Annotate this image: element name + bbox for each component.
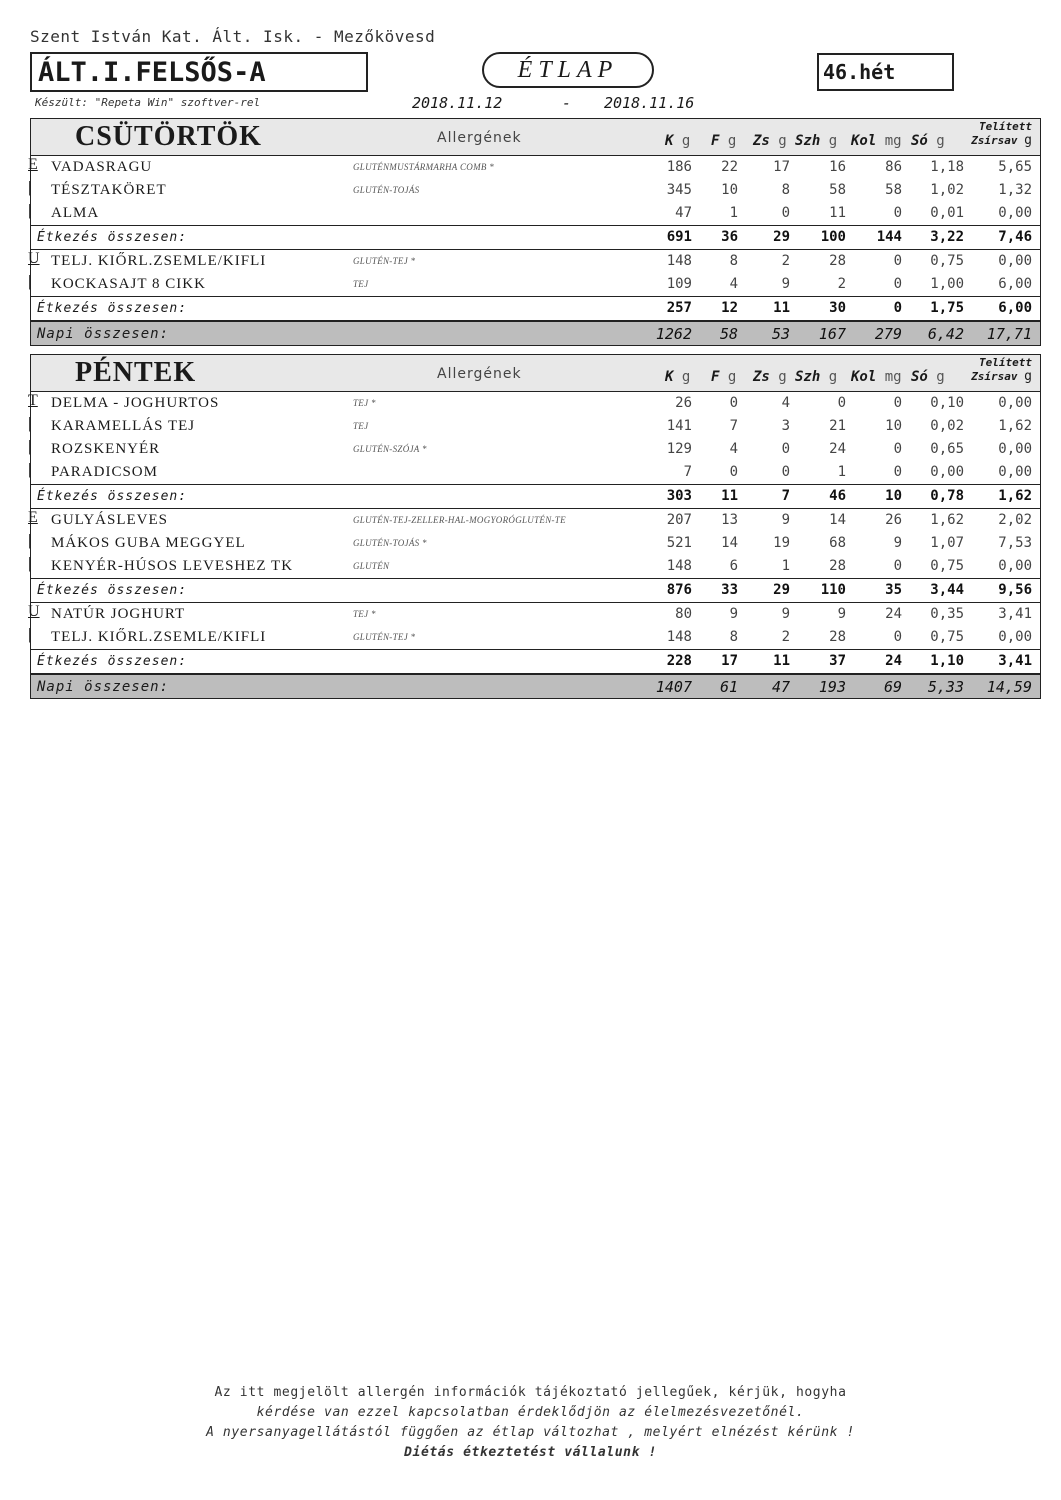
meal-total-value-4: 110 xyxy=(820,582,846,598)
daily-total-value-4: 167 xyxy=(818,325,846,343)
meal-total-row xyxy=(31,225,1040,250)
meal-total-value-6: 1,75 xyxy=(930,300,964,316)
meal-total-value-3: 29 xyxy=(773,229,790,245)
menu-item-name: DELMA - JOGHURTOS xyxy=(51,395,220,411)
footer-line-1: Az itt megjelölt allergén információk tájékoztató jellegűek, kérjük, hogyha xyxy=(214,1385,847,1400)
menu-item-value-4: 28 xyxy=(829,558,846,574)
menu-item-allergens: TEJ xyxy=(353,421,369,431)
menu-item-name: MÁKOS GUBA MEGGYEL xyxy=(51,535,246,551)
menu-item-value-5: 0 xyxy=(893,441,902,457)
column-label: Kol xyxy=(851,369,877,385)
meal-type-mark: E xyxy=(28,509,38,526)
menu-item-value-5: 24 xyxy=(885,606,902,622)
fatty-acid-text: Zsírsav xyxy=(971,134,1018,147)
meal-total-value-2: 36 xyxy=(721,229,738,245)
menu-item-allergens: GLUTÉN xyxy=(353,561,390,571)
meal-type-mark: | xyxy=(28,461,32,478)
menu-item-value-3: 2 xyxy=(781,253,790,269)
menu-item-value-1: 345 xyxy=(666,182,692,198)
menu-item-name: PARADICSOM xyxy=(51,464,158,480)
menu-item-value-5: 0 xyxy=(893,629,902,645)
column-label: F xyxy=(711,369,720,385)
column-header-kol xyxy=(851,369,902,385)
menu-item-value-3: 9 xyxy=(781,276,790,292)
menu-item-value-4: 28 xyxy=(829,629,846,645)
meal-total-value-4: 100 xyxy=(820,229,846,245)
menu-item-value-7: 0,00 xyxy=(998,395,1032,411)
meal-total-value-6: 1,10 xyxy=(930,653,964,669)
menu-item-value-1: 141 xyxy=(666,418,692,434)
menu-item-allergens: GLUTÉNMUSTÁRMARHA COMB * xyxy=(353,162,495,172)
menu-item-row xyxy=(28,392,1040,415)
menu-item-name: VADASRAGU xyxy=(51,159,153,175)
meal-total-value-4: 46 xyxy=(829,488,846,504)
meal-total-value-2: 33 xyxy=(721,582,738,598)
menu-item-allergens: GLUTÉN-TEJ-ZELLER-HAL-MOGYORÓGLUTÉN-TE xyxy=(353,515,566,525)
menu-item-name: KARAMELLÁS TEJ xyxy=(51,418,196,434)
menu-item-value-5: 0 xyxy=(893,205,902,221)
fatty-acid-text: Zsírsav xyxy=(971,370,1018,383)
menu-item-row xyxy=(28,461,1040,484)
column-label: Szh xyxy=(795,369,821,385)
meal-type-mark: U xyxy=(28,603,40,620)
menu-item-value-7: 3,41 xyxy=(998,606,1032,622)
menu-item-value-1: 7 xyxy=(683,464,692,480)
menu-item-value-7: 0,00 xyxy=(998,464,1032,480)
menu-item-value-3: 0 xyxy=(781,464,790,480)
column-label: Zs xyxy=(753,133,770,149)
menu-title: ÉTLAP xyxy=(482,52,654,88)
menu-item-value-7: 1,32 xyxy=(998,182,1032,198)
menu-item-value-3: 17 xyxy=(773,159,790,175)
menu-item-row xyxy=(28,202,1040,225)
menu-item-name: ROZSKENYÉR xyxy=(51,441,161,457)
meal-total-value-6: 0,78 xyxy=(930,488,964,504)
day-header xyxy=(31,119,1040,156)
menu-item-value-5: 9 xyxy=(893,535,902,551)
menu-item-row xyxy=(28,438,1040,461)
column-header-szh xyxy=(795,369,837,385)
menu-item-value-1: 47 xyxy=(675,205,692,221)
daily-total-value-7: 14,59 xyxy=(986,678,1032,696)
menu-item-value-4: 24 xyxy=(829,441,846,457)
menu-item-value-2: 6 xyxy=(729,558,738,574)
column-header-f xyxy=(711,133,736,149)
daily-total-value-6: 5,33 xyxy=(927,678,964,696)
menu-item-value-1: 207 xyxy=(666,512,692,528)
fatty-acid-label xyxy=(971,369,1032,384)
menu-item-allergens: GLUTÉN-TOJÁS xyxy=(353,185,420,195)
menu-item-value-7: 0,00 xyxy=(998,629,1032,645)
menu-item-value-3: 19 xyxy=(773,535,790,551)
menu-item-value-3: 3 xyxy=(781,418,790,434)
menu-item-allergens: TEJ * xyxy=(353,609,376,619)
meal-total-value-2: 12 xyxy=(721,300,738,316)
menu-item-value-2: 4 xyxy=(729,441,738,457)
menu-item-value-1: 148 xyxy=(666,629,692,645)
meal-total-row xyxy=(31,484,1040,509)
daily-total-label: Napi összesen: xyxy=(37,679,170,695)
menu-item-name: TELJ. KIŐRL.ZSEMLE/KIFLI xyxy=(51,629,267,645)
date-separator: - xyxy=(562,94,572,112)
menu-item-allergens: GLUTÉN-TEJ * xyxy=(353,632,416,642)
menu-item-row xyxy=(28,250,1040,273)
column-header-so xyxy=(911,133,945,149)
footer-line-2: kérdése van ezzel kapcsolatban érdeklődjön az élelmezésvezetőnél. xyxy=(256,1405,805,1420)
menu-item-row xyxy=(28,555,1040,578)
menu-item-value-7: 1,62 xyxy=(998,418,1032,434)
menu-item-value-7: 0,00 xyxy=(998,558,1032,574)
menu-item-value-4: 2 xyxy=(837,276,846,292)
meal-type-mark: | xyxy=(28,555,32,572)
meal-total-label: Étkezés összesen: xyxy=(37,489,188,504)
menu-item-value-4: 14 xyxy=(829,512,846,528)
menu-item-value-1: 26 xyxy=(675,395,692,411)
menu-item-value-4: 68 xyxy=(829,535,846,551)
daily-total-row xyxy=(31,674,1040,698)
menu-item-value-2: 13 xyxy=(721,512,738,528)
meal-total-value-1: 691 xyxy=(666,229,692,245)
day-table xyxy=(30,118,1041,346)
footer-note xyxy=(0,1385,1061,1465)
meal-type-mark: E xyxy=(28,156,38,173)
menu-item-value-3: 1 xyxy=(781,558,790,574)
daily-total-value-3: 47 xyxy=(771,678,790,696)
menu-item-value-5: 86 xyxy=(885,159,902,175)
menu-item-allergens: TEJ * xyxy=(353,398,376,408)
menu-item-value-1: 129 xyxy=(666,441,692,457)
menu-item-name: TELJ. KIŐRL.ZSEMLE/KIFLI xyxy=(51,253,267,269)
meal-total-value-7: 1,62 xyxy=(998,488,1032,504)
menu-item-value-4: 16 xyxy=(829,159,846,175)
column-unit: mg xyxy=(884,369,902,385)
fatty-acid-unit: g xyxy=(1024,133,1032,148)
menu-item-value-3: 0 xyxy=(781,205,790,221)
menu-item-value-4: 58 xyxy=(829,182,846,198)
meal-total-value-1: 876 xyxy=(666,582,692,598)
footer-line-3: A nyersanyagellátástól függően az étlap változhat , melyért elnézést kérünk ! xyxy=(206,1425,855,1440)
menu-item-value-6: 1,18 xyxy=(930,159,964,175)
column-header-zs xyxy=(753,369,787,385)
meal-total-value-3: 11 xyxy=(773,300,790,316)
daily-total-value-2: 61 xyxy=(719,678,738,696)
menu-item-allergens: TEJ xyxy=(353,279,369,289)
column-header-zs xyxy=(753,133,787,149)
date-range xyxy=(412,94,694,112)
menu-item-value-6: 1,00 xyxy=(930,276,964,292)
column-unit: g xyxy=(828,369,838,385)
menu-item-name: ALMA xyxy=(51,205,100,221)
software-note: Készült: "Repeta Win" szoftver-rel xyxy=(35,96,261,109)
menu-item-value-6: 0,35 xyxy=(930,606,964,622)
meal-total-value-3: 7 xyxy=(781,488,790,504)
menu-item-row xyxy=(28,273,1040,296)
menu-item-value-7: 0,00 xyxy=(998,441,1032,457)
menu-item-value-6: 0,75 xyxy=(930,253,964,269)
menu-item-value-7: 2,02 xyxy=(998,512,1032,528)
meal-total-value-3: 11 xyxy=(773,653,790,669)
daily-total-value-1: 1407 xyxy=(655,678,692,696)
column-unit: g xyxy=(681,369,691,385)
menu-item-value-5: 0 xyxy=(893,464,902,480)
menu-item-value-6: 0,10 xyxy=(930,395,964,411)
menu-item-value-6: 1,02 xyxy=(930,182,964,198)
meal-total-value-5: 0 xyxy=(893,300,902,316)
saturated-label: Telített xyxy=(979,356,1032,369)
column-unit: mg xyxy=(884,133,902,149)
day-table xyxy=(30,354,1041,699)
menu-item-value-3: 4 xyxy=(781,395,790,411)
meal-total-value-5: 10 xyxy=(885,488,902,504)
menu-item-value-4: 28 xyxy=(829,253,846,269)
week-label: 46.hét xyxy=(817,53,954,91)
daily-total-value-6: 6,42 xyxy=(927,325,964,343)
meal-total-value-3: 29 xyxy=(773,582,790,598)
menu-item-name: GULYÁSLEVES xyxy=(51,512,168,528)
menu-item-value-2: 1 xyxy=(729,205,738,221)
daily-total-value-1: 1262 xyxy=(655,325,692,343)
menu-item-value-6: 0,02 xyxy=(930,418,964,434)
menu-item-value-7: 0,00 xyxy=(998,253,1032,269)
saturated-header xyxy=(971,120,1032,148)
meal-total-value-1: 257 xyxy=(666,300,692,316)
column-label: Kol xyxy=(851,133,877,149)
menu-item-row xyxy=(28,603,1040,626)
allergens-header: Allergének xyxy=(437,366,522,382)
menu-item-value-7: 7,53 xyxy=(998,535,1032,551)
menu-item-name: TÉSZTAKÖRET xyxy=(51,182,167,198)
daily-total-value-5: 279 xyxy=(874,325,902,343)
menu-item-value-4: 1 xyxy=(837,464,846,480)
meal-type-mark: | xyxy=(28,438,32,455)
date-from: 2018.11.12 xyxy=(412,94,503,112)
menu-item-value-3: 8 xyxy=(781,182,790,198)
school-name: Szent István Kat. Ált. Isk. - Mezőkövesd xyxy=(30,27,436,46)
menu-item-value-5: 0 xyxy=(893,558,902,574)
fatty-acid-label xyxy=(971,133,1032,148)
column-label: Zs xyxy=(753,369,770,385)
menu-item-value-5: 0 xyxy=(893,395,902,411)
menu-item-allergens: GLUTÉN-TOJÁS * xyxy=(353,538,427,548)
column-header-szh xyxy=(795,133,837,149)
allergens-header: Allergének xyxy=(437,130,522,146)
daily-total-value-2: 58 xyxy=(719,325,738,343)
saturated-header xyxy=(971,356,1032,384)
column-header-f xyxy=(711,369,736,385)
meal-type-mark: | xyxy=(28,626,32,643)
meal-type-mark: T xyxy=(28,392,38,409)
daily-total-row xyxy=(31,321,1040,345)
menu-item-value-3: 9 xyxy=(781,606,790,622)
menu-item-row xyxy=(28,156,1040,179)
menu-item-value-3: 2 xyxy=(781,629,790,645)
meal-total-value-2: 17 xyxy=(721,653,738,669)
group-title: ÁLT.I.FELSŐS-A xyxy=(30,52,368,92)
menu-item-value-7: 6,00 xyxy=(998,276,1032,292)
meal-total-value-7: 7,46 xyxy=(998,229,1032,245)
meal-total-label: Étkezés összesen: xyxy=(37,583,188,598)
menu-item-name: NATÚR JOGHURT xyxy=(51,606,186,622)
daily-total-value-7: 17,71 xyxy=(986,325,1032,343)
menu-item-allergens: GLUTÉN-SZÓJA * xyxy=(353,444,427,454)
meal-total-value-6: 3,44 xyxy=(930,582,964,598)
column-label: Szh xyxy=(795,133,821,149)
menu-item-value-6: 0,00 xyxy=(930,464,964,480)
day-name: CSÜTÖRTÖK xyxy=(75,121,262,152)
column-header-kol xyxy=(851,133,902,149)
column-unit: g xyxy=(727,369,737,385)
column-unit: g xyxy=(828,133,838,149)
menu-item-value-7: 5,65 xyxy=(998,159,1032,175)
meal-total-value-1: 303 xyxy=(666,488,692,504)
day-name: PÉNTEK xyxy=(75,357,197,388)
menu-item-value-2: 8 xyxy=(729,629,738,645)
menu-item-value-7: 0,00 xyxy=(998,205,1032,221)
menu-item-value-3: 0 xyxy=(781,441,790,457)
menu-item-value-6: 1,07 xyxy=(930,535,964,551)
menu-item-value-2: 14 xyxy=(721,535,738,551)
menu-item-value-4: 0 xyxy=(837,395,846,411)
menu-item-value-5: 0 xyxy=(893,253,902,269)
menu-item-value-2: 9 xyxy=(729,606,738,622)
meal-total-label: Étkezés összesen: xyxy=(37,230,188,245)
menu-item-value-2: 8 xyxy=(729,253,738,269)
menu-item-value-6: 0,75 xyxy=(930,558,964,574)
column-label: F xyxy=(711,133,720,149)
menu-item-value-2: 0 xyxy=(729,395,738,411)
column-label: Só xyxy=(911,369,928,385)
daily-total-value-4: 193 xyxy=(818,678,846,696)
meal-total-row xyxy=(31,578,1040,603)
menu-item-value-1: 521 xyxy=(666,535,692,551)
date-to: 2018.11.16 xyxy=(604,94,695,112)
menu-item-value-1: 186 xyxy=(666,159,692,175)
meal-total-value-2: 11 xyxy=(721,488,738,504)
menu-item-value-6: 0,01 xyxy=(930,205,964,221)
day-header xyxy=(31,355,1040,392)
meal-total-value-6: 3,22 xyxy=(930,229,964,245)
menu-item-value-1: 148 xyxy=(666,558,692,574)
meal-type-mark: | xyxy=(28,532,32,549)
menu-item-row xyxy=(28,626,1040,649)
meal-type-mark: | xyxy=(28,202,32,219)
daily-total-value-5: 69 xyxy=(883,678,902,696)
column-unit: g xyxy=(936,369,945,385)
column-unit: g xyxy=(936,133,945,149)
column-unit: g xyxy=(681,133,691,149)
menu-item-value-1: 109 xyxy=(666,276,692,292)
meal-total-value-7: 6,00 xyxy=(998,300,1032,316)
saturated-label: Telített xyxy=(979,120,1032,133)
fatty-acid-unit: g xyxy=(1024,369,1032,384)
meal-total-row xyxy=(31,296,1040,321)
menu-item-value-2: 7 xyxy=(729,418,738,434)
menu-item-value-4: 11 xyxy=(829,205,846,221)
column-label: Só xyxy=(911,133,928,149)
meal-total-value-5: 35 xyxy=(885,582,902,598)
menu-item-row xyxy=(28,179,1040,202)
column-unit: g xyxy=(727,133,737,149)
menu-item-value-6: 1,62 xyxy=(930,512,964,528)
menu-item-value-2: 22 xyxy=(721,159,738,175)
meal-type-mark: | xyxy=(28,415,32,432)
menu-item-value-1: 148 xyxy=(666,253,692,269)
menu-item-row xyxy=(28,509,1040,532)
column-header-k xyxy=(665,369,690,385)
column-unit: g xyxy=(778,369,787,385)
meal-total-value-5: 24 xyxy=(885,653,902,669)
menu-item-row xyxy=(28,532,1040,555)
menu-item-value-3: 9 xyxy=(781,512,790,528)
menu-item-value-2: 0 xyxy=(729,464,738,480)
meal-type-mark: | xyxy=(28,273,32,290)
column-header-so xyxy=(911,369,945,385)
meal-total-value-1: 228 xyxy=(666,653,692,669)
menu-item-value-6: 0,75 xyxy=(930,629,964,645)
daily-total-label: Napi összesen: xyxy=(37,326,170,342)
menu-item-name: KENYÉR-HÚSOS LEVESHEZ TK xyxy=(51,558,294,574)
menu-item-value-4: 21 xyxy=(829,418,846,434)
menu-item-allergens: GLUTÉN-TEJ * xyxy=(353,256,416,266)
meal-total-label: Étkezés összesen: xyxy=(37,654,188,669)
menu-item-value-6: 0,65 xyxy=(930,441,964,457)
menu-item-value-5: 58 xyxy=(885,182,902,198)
column-unit: g xyxy=(778,133,787,149)
menu-item-value-4: 9 xyxy=(837,606,846,622)
menu-item-value-2: 10 xyxy=(721,182,738,198)
meal-total-value-5: 144 xyxy=(876,229,902,245)
menu-item-row xyxy=(28,415,1040,438)
menu-item-name: KOCKASAJT 8 CIKK xyxy=(51,276,206,292)
meal-total-value-4: 37 xyxy=(829,653,846,669)
column-header-k xyxy=(665,133,690,149)
meal-total-value-7: 3,41 xyxy=(998,653,1032,669)
menu-item-value-5: 0 xyxy=(893,276,902,292)
daily-total-value-3: 53 xyxy=(771,325,790,343)
menu-item-value-1: 80 xyxy=(675,606,692,622)
meal-total-row xyxy=(31,649,1040,674)
meal-type-mark: U xyxy=(28,250,40,267)
menu-item-value-5: 10 xyxy=(885,418,902,434)
meal-total-value-4: 30 xyxy=(829,300,846,316)
meal-total-label: Étkezés összesen: xyxy=(37,301,188,316)
menu-item-value-2: 4 xyxy=(729,276,738,292)
meal-total-value-7: 9,56 xyxy=(998,582,1032,598)
footer-line-4: Diétás étkeztetést vállalunk ! xyxy=(404,1445,657,1460)
column-label: K xyxy=(665,133,674,149)
meal-type-mark: | xyxy=(28,179,32,196)
menu-item-value-5: 26 xyxy=(885,512,902,528)
column-label: K xyxy=(665,369,674,385)
